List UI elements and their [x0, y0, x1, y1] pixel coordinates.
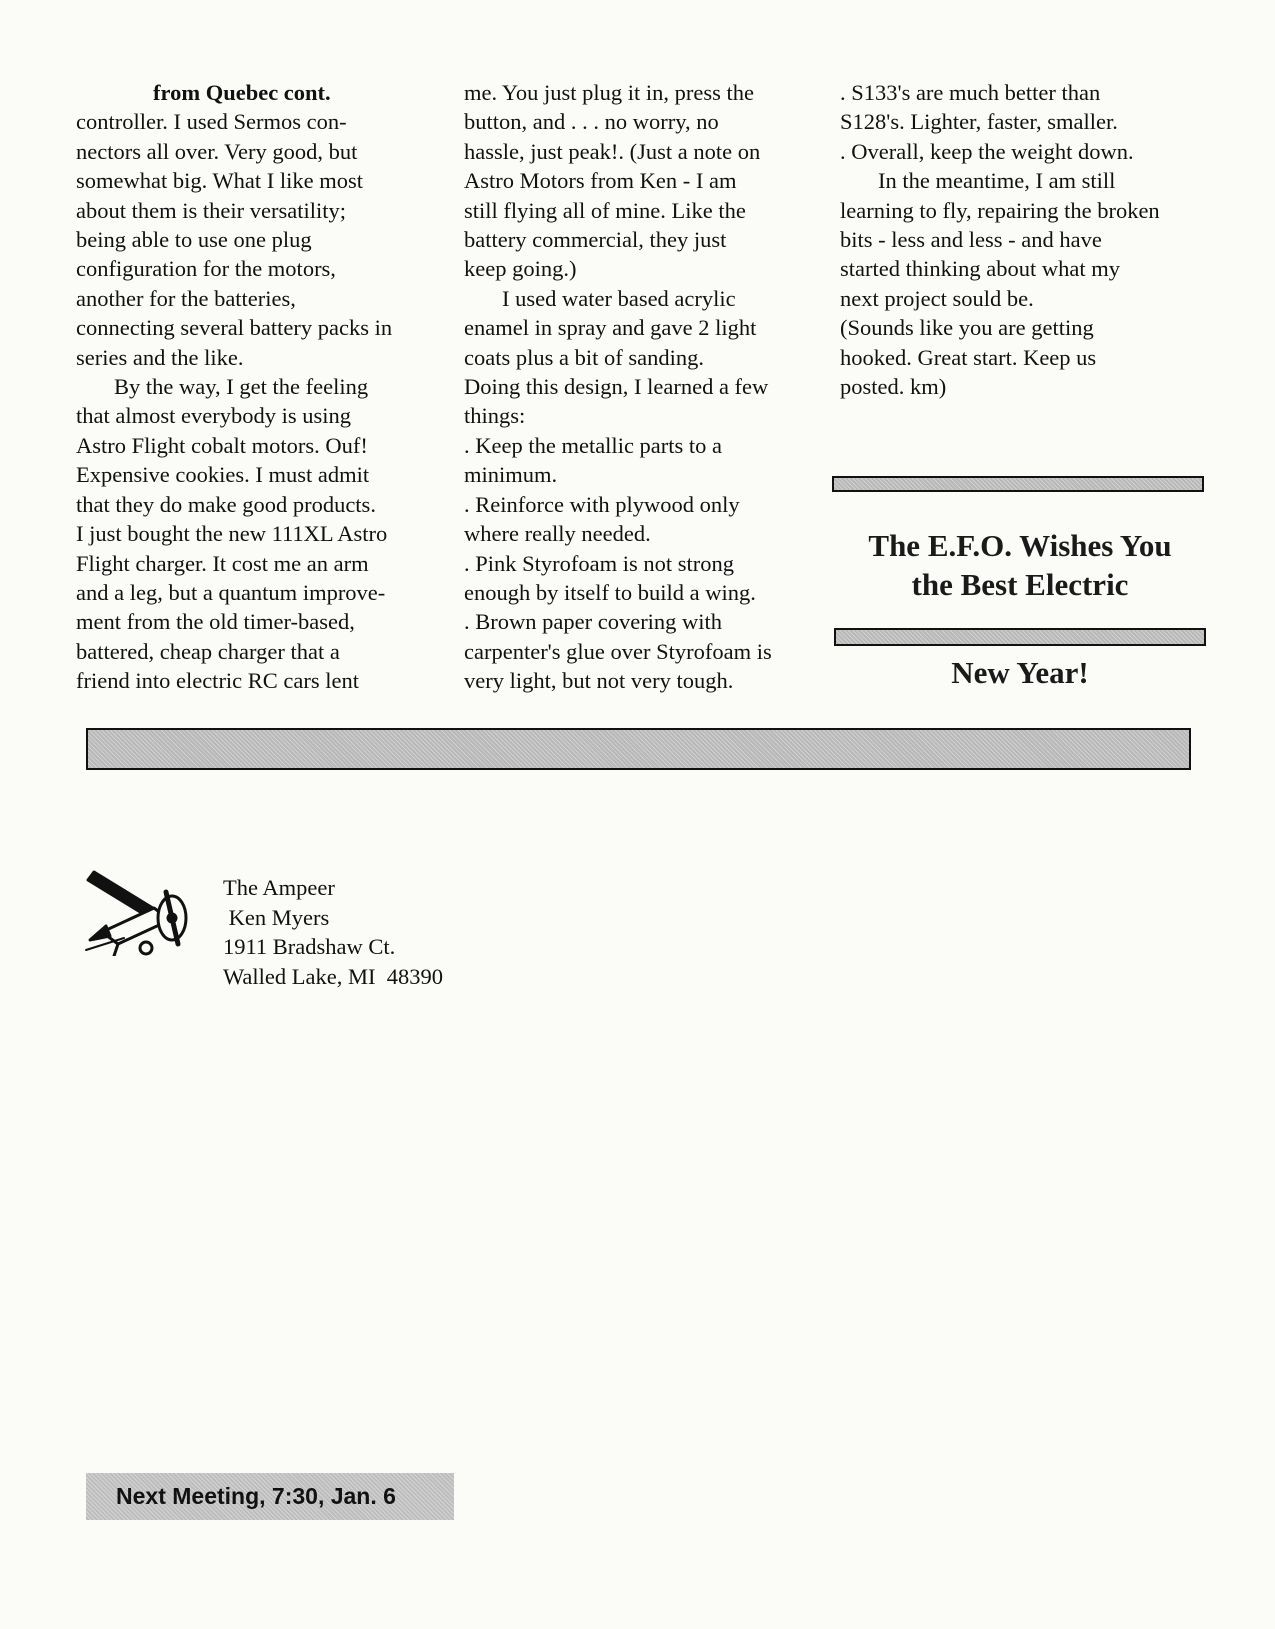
text-line: Astro Flight cobalt motors. Ouf!	[76, 432, 368, 458]
text-line: . S133's are much better than	[840, 80, 1101, 105]
article-column-1	[76, 78, 436, 696]
airplane-icon	[84, 870, 196, 956]
text-line: . Pink Styrofoam is not strong	[464, 550, 735, 576]
article-heading: from Quebec cont.	[153, 80, 331, 105]
article-column-3	[840, 78, 1210, 401]
greeting-footer: New Year!	[951, 655, 1089, 690]
text-line: next project sould be.	[840, 285, 1034, 311]
text-line: enamel in spray and gave 2 light	[464, 315, 757, 341]
text-line: things:	[464, 403, 526, 429]
text-line: that almost everybody is using	[76, 403, 351, 429]
text-line: . Overall, keep the weight down.	[840, 138, 1134, 164]
text-line: . Reinforce with plywood only	[464, 491, 740, 517]
text-line: learning to fly, repairing the broken	[840, 197, 1160, 223]
text-line: By the way, I get the feeling	[114, 374, 369, 400]
text-line: Flight charger. It cost me an arm	[76, 550, 369, 576]
section-separator-bar	[86, 728, 1191, 770]
text-line: In the meantime, I am still	[878, 168, 1116, 194]
text-line: I used water based acrylic	[502, 285, 736, 311]
divider-bar	[832, 476, 1204, 492]
text-line: S128's. Lighter, faster, smaller.	[840, 109, 1118, 135]
text-line: still flying all of mine. Like the	[464, 197, 746, 223]
text-line: I just bought the new 111XL Astro	[76, 521, 388, 547]
text-line: that they do make good products.	[76, 491, 376, 517]
text-line: hooked. Great start. Keep us	[840, 344, 1097, 370]
text-line: enough by itself to build a wing.	[464, 579, 756, 605]
next-meeting-banner: Next Meeting, 7:30, Jan. 6	[86, 1473, 454, 1520]
text-line: carpenter's glue over Styrofoam is	[464, 638, 772, 664]
text-line: and a leg, but a quantum improve-	[76, 579, 386, 605]
text-line: Astro Motors from Ken - I am	[464, 168, 737, 194]
text-line: button, and . . . no worry, no	[464, 109, 719, 135]
text-line: started thinking about what my	[840, 256, 1120, 282]
text-line: ment from the old timer-based,	[76, 609, 355, 635]
text-line: . Keep the metallic parts to a	[464, 432, 723, 458]
text-line: very light, but not very tough.	[464, 668, 734, 694]
text-line: keep going.)	[464, 256, 577, 282]
text-line: about them is their versatility;	[76, 197, 346, 223]
text-line: series and the like.	[76, 344, 244, 370]
greeting-heading	[840, 526, 1200, 604]
text-line: coats plus a bit of sanding.	[464, 344, 704, 370]
divider-bar	[834, 628, 1206, 646]
text-line: connecting several battery packs in	[76, 315, 393, 341]
mailing-address	[223, 873, 443, 991]
greeting-line: The E.F.O. Wishes You	[868, 528, 1172, 563]
text-line: controller. I used Sermos con-	[76, 109, 347, 135]
text-line: where really needed.	[464, 521, 651, 547]
text-line: Doing this design, I learned a few	[464, 374, 769, 400]
text-line: somewhat big. What I like most	[76, 168, 364, 194]
text-line: battery commercial, they just	[464, 227, 727, 253]
text-line: bits - less and less - and have	[840, 227, 1102, 253]
text-line: . Brown paper covering with	[464, 609, 723, 635]
address-line: Walled Lake, MI 48390	[223, 963, 444, 989]
text-line: friend into electric RC cars lent	[76, 668, 360, 694]
address-line: The Ampeer	[223, 875, 335, 900]
text-line: nectors all over. Very good, but	[76, 138, 358, 164]
text-line: me. You just plug it in, press the	[464, 80, 755, 105]
text-line: battered, cheap charger that a	[76, 638, 340, 664]
address-line: Ken Myers	[223, 904, 330, 930]
greeting-line: the Best Electric	[911, 567, 1129, 602]
text-line: another for the batteries,	[76, 285, 296, 311]
text-line: configuration for the motors,	[76, 256, 336, 282]
text-line: Expensive cookies. I must admit	[76, 462, 370, 488]
address-line: 1911 Bradshaw Ct.	[223, 934, 396, 959]
text-line: being able to use one plug	[76, 227, 312, 253]
text-line: posted. km)	[840, 374, 947, 400]
text-line: hassle, just peak!. (Just a note on	[464, 138, 761, 164]
text-line: (Sounds like you are getting	[840, 315, 1094, 341]
article-column-2	[464, 78, 824, 696]
text-line: minimum.	[464, 462, 558, 488]
